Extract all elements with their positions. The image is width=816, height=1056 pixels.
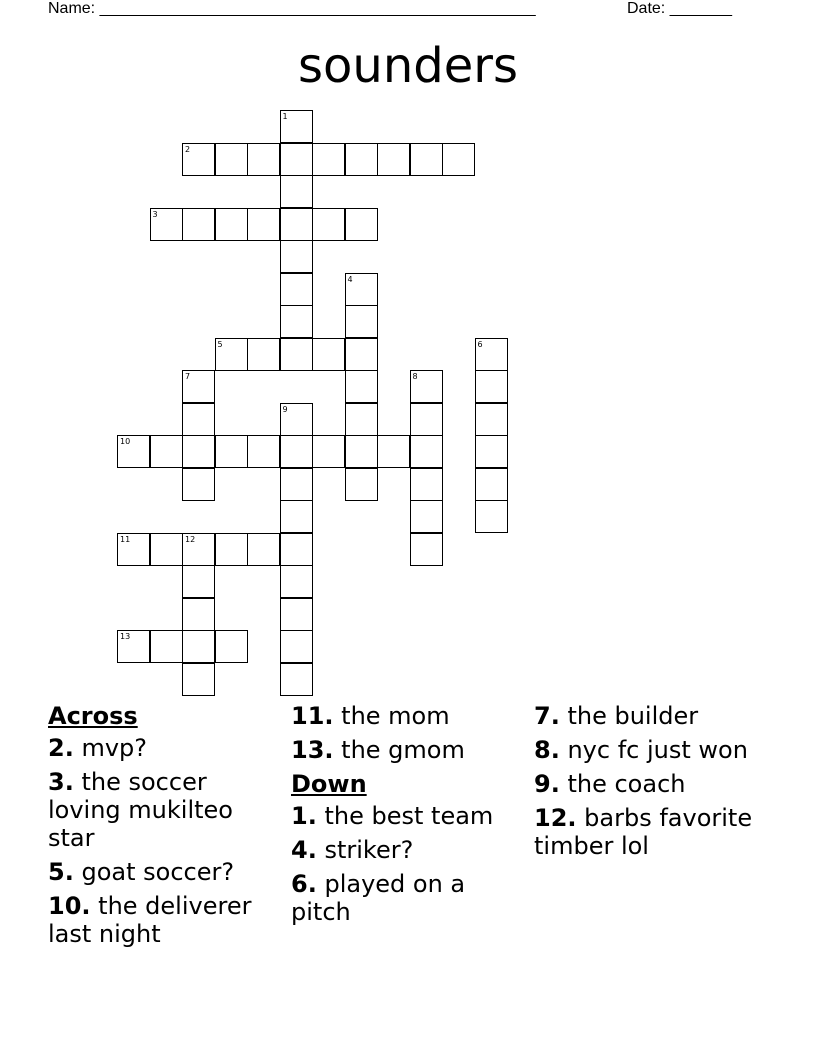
grid-cell[interactable] xyxy=(345,435,378,468)
grid-cell[interactable] xyxy=(345,143,378,176)
cell-number: 8 xyxy=(412,372,418,381)
cell-number: 13 xyxy=(120,632,131,641)
grid-cell[interactable] xyxy=(345,370,378,403)
cell-number: 2 xyxy=(185,144,191,154)
grid-cell[interactable] xyxy=(182,370,215,403)
clue-text: the mom xyxy=(341,702,450,730)
grid-cell[interactable] xyxy=(182,565,215,598)
grid-cell[interactable] xyxy=(280,598,313,631)
grid-cell[interactable] xyxy=(215,338,248,371)
grid-cell[interactable] xyxy=(215,630,248,663)
clue-across-11 xyxy=(291,702,523,730)
grid-cell[interactable] xyxy=(280,110,313,143)
clue-number: 11. xyxy=(291,702,334,730)
clue-text: mvp? xyxy=(81,734,148,762)
cell-number: 11 xyxy=(120,534,131,544)
grid-cell[interactable] xyxy=(410,403,443,436)
clue-number: 1. xyxy=(291,802,317,830)
cell-number: 4 xyxy=(347,274,353,284)
grid-cell[interactable] xyxy=(345,338,378,371)
grid-cell[interactable] xyxy=(215,208,248,241)
grid-cell[interactable] xyxy=(475,435,508,468)
grid-cell[interactable] xyxy=(150,435,183,468)
grid-cell[interactable] xyxy=(280,533,313,566)
clue-text: the coach xyxy=(567,770,686,798)
grid-cell[interactable] xyxy=(182,468,215,501)
grid-cell[interactable] xyxy=(215,143,248,176)
clue-number: 9. xyxy=(534,770,560,798)
grid-cell[interactable] xyxy=(182,143,215,176)
date-field-label: Date: _______ xyxy=(627,0,732,17)
clue-number: 13. xyxy=(291,736,334,764)
clue-down-6 xyxy=(291,870,523,926)
clue-down-12 xyxy=(534,804,766,860)
grid-cell[interactable] xyxy=(150,533,183,566)
grid-cell[interactable] xyxy=(312,208,345,241)
grid-cell[interactable] xyxy=(117,435,150,468)
clue-column-3 xyxy=(534,702,766,866)
grid-cell[interactable] xyxy=(410,143,443,176)
grid-cell[interactable] xyxy=(442,143,475,176)
clue-text: striker? xyxy=(324,836,414,864)
grid-cell[interactable] xyxy=(280,240,313,273)
grid-cell[interactable] xyxy=(410,370,443,403)
grid-cell[interactable] xyxy=(280,143,313,176)
grid-cell[interactable] xyxy=(475,370,508,403)
clue-column-1 xyxy=(48,702,280,954)
grid-cell[interactable] xyxy=(280,273,313,306)
grid-cell[interactable] xyxy=(182,630,215,663)
grid-cell[interactable] xyxy=(345,273,378,306)
grid-cell[interactable] xyxy=(280,208,313,241)
grid-cell[interactable] xyxy=(280,435,313,468)
clue-text: the best team xyxy=(324,802,494,830)
clue-across-13 xyxy=(291,736,523,764)
grid-cell[interactable] xyxy=(377,435,410,468)
grid-cell[interactable] xyxy=(247,143,280,176)
grid-cell[interactable] xyxy=(247,208,280,241)
cell-number: 6 xyxy=(477,339,483,349)
clue-number: 5. xyxy=(48,858,74,886)
clue-down-7 xyxy=(534,702,766,730)
cell-number: 3 xyxy=(152,209,158,219)
grid-cell[interactable] xyxy=(410,435,443,468)
clue-across-2 xyxy=(48,734,280,762)
clue-across-3 xyxy=(48,768,280,852)
grid-cell[interactable] xyxy=(280,175,313,208)
grid-cell[interactable] xyxy=(117,533,150,566)
grid-cell[interactable] xyxy=(182,435,215,468)
grid-cell[interactable] xyxy=(280,663,313,696)
cell-number: 9 xyxy=(282,404,288,414)
grid-cell[interactable] xyxy=(280,338,313,371)
grid-cell[interactable] xyxy=(410,500,443,533)
cell-number: 10 xyxy=(120,437,131,446)
clue-text: goat soccer? xyxy=(81,858,235,886)
grid-cell[interactable] xyxy=(280,305,313,338)
grid-cell[interactable] xyxy=(410,533,443,566)
grid-cell[interactable] xyxy=(182,663,215,696)
cell-number: 12 xyxy=(185,534,196,544)
grid-cell[interactable] xyxy=(247,338,280,371)
grid-cell[interactable] xyxy=(280,468,313,501)
grid-cell[interactable] xyxy=(247,533,280,566)
clue-down-9 xyxy=(534,770,766,798)
grid-cell[interactable] xyxy=(312,338,345,371)
name-field-label: Name: _________________________________________________ xyxy=(48,0,536,17)
clue-number: 4. xyxy=(291,836,317,864)
grid-cell[interactable] xyxy=(312,143,345,176)
clue-text: nyc fc just won xyxy=(567,736,748,764)
grid-cell[interactable] xyxy=(182,533,215,566)
puzzle-title: sounders xyxy=(298,38,518,94)
clue-number: 10. xyxy=(48,892,91,920)
grid-cell[interactable] xyxy=(280,500,313,533)
grid-cell[interactable] xyxy=(150,630,183,663)
clue-text: the deliverer last night xyxy=(48,892,252,948)
grid-cell[interactable] xyxy=(280,403,313,436)
clue-down-4 xyxy=(291,836,523,864)
cell-number: 7 xyxy=(185,372,191,381)
cell-number: 5 xyxy=(217,339,223,349)
grid-cell[interactable] xyxy=(345,208,378,241)
clue-across-10 xyxy=(48,892,280,948)
clue-number: 6. xyxy=(291,870,317,898)
grid-cell[interactable] xyxy=(475,338,508,371)
grid-cell[interactable] xyxy=(312,435,345,468)
clue-across-5 xyxy=(48,858,280,886)
grid-cell[interactable] xyxy=(182,403,215,436)
grid-cell[interactable] xyxy=(345,305,378,338)
grid-cell[interactable] xyxy=(182,598,215,631)
clue-text: the gmom xyxy=(341,736,465,764)
grid-cell[interactable] xyxy=(280,630,313,663)
clue-number: 7. xyxy=(534,702,560,730)
grid-cell[interactable] xyxy=(410,468,443,501)
grid-cell[interactable] xyxy=(475,500,508,533)
grid-cell[interactable] xyxy=(475,468,508,501)
grid-cell[interactable] xyxy=(150,208,183,241)
across-heading: Across xyxy=(48,702,138,730)
clue-down-1 xyxy=(291,802,523,830)
clue-text: played on a pitch xyxy=(291,870,466,926)
clue-down-8 xyxy=(534,736,766,764)
clue-column-2 xyxy=(291,702,523,932)
grid-cell[interactable] xyxy=(215,533,248,566)
clue-number: 12. xyxy=(534,804,577,832)
grid-cell[interactable] xyxy=(345,468,378,501)
grid-cell[interactable] xyxy=(280,565,313,598)
grid-cell[interactable] xyxy=(247,435,280,468)
clue-text: the builder xyxy=(567,702,699,730)
clue-number: 2. xyxy=(48,734,74,762)
clue-text: the soccer loving mukilteo star xyxy=(48,768,233,852)
grid-cell[interactable] xyxy=(117,630,150,663)
grid-cell[interactable] xyxy=(377,143,410,176)
grid-cell[interactable] xyxy=(475,403,508,436)
grid-cell[interactable] xyxy=(215,435,248,468)
clue-text: barbs favorite timber lol xyxy=(534,804,753,860)
down-heading: Down xyxy=(291,770,367,798)
grid-cell[interactable] xyxy=(345,403,378,436)
clue-number: 8. xyxy=(534,736,560,764)
cell-number: 1 xyxy=(282,112,288,121)
clue-number: 3. xyxy=(48,768,74,796)
grid-cell[interactable] xyxy=(182,208,215,241)
